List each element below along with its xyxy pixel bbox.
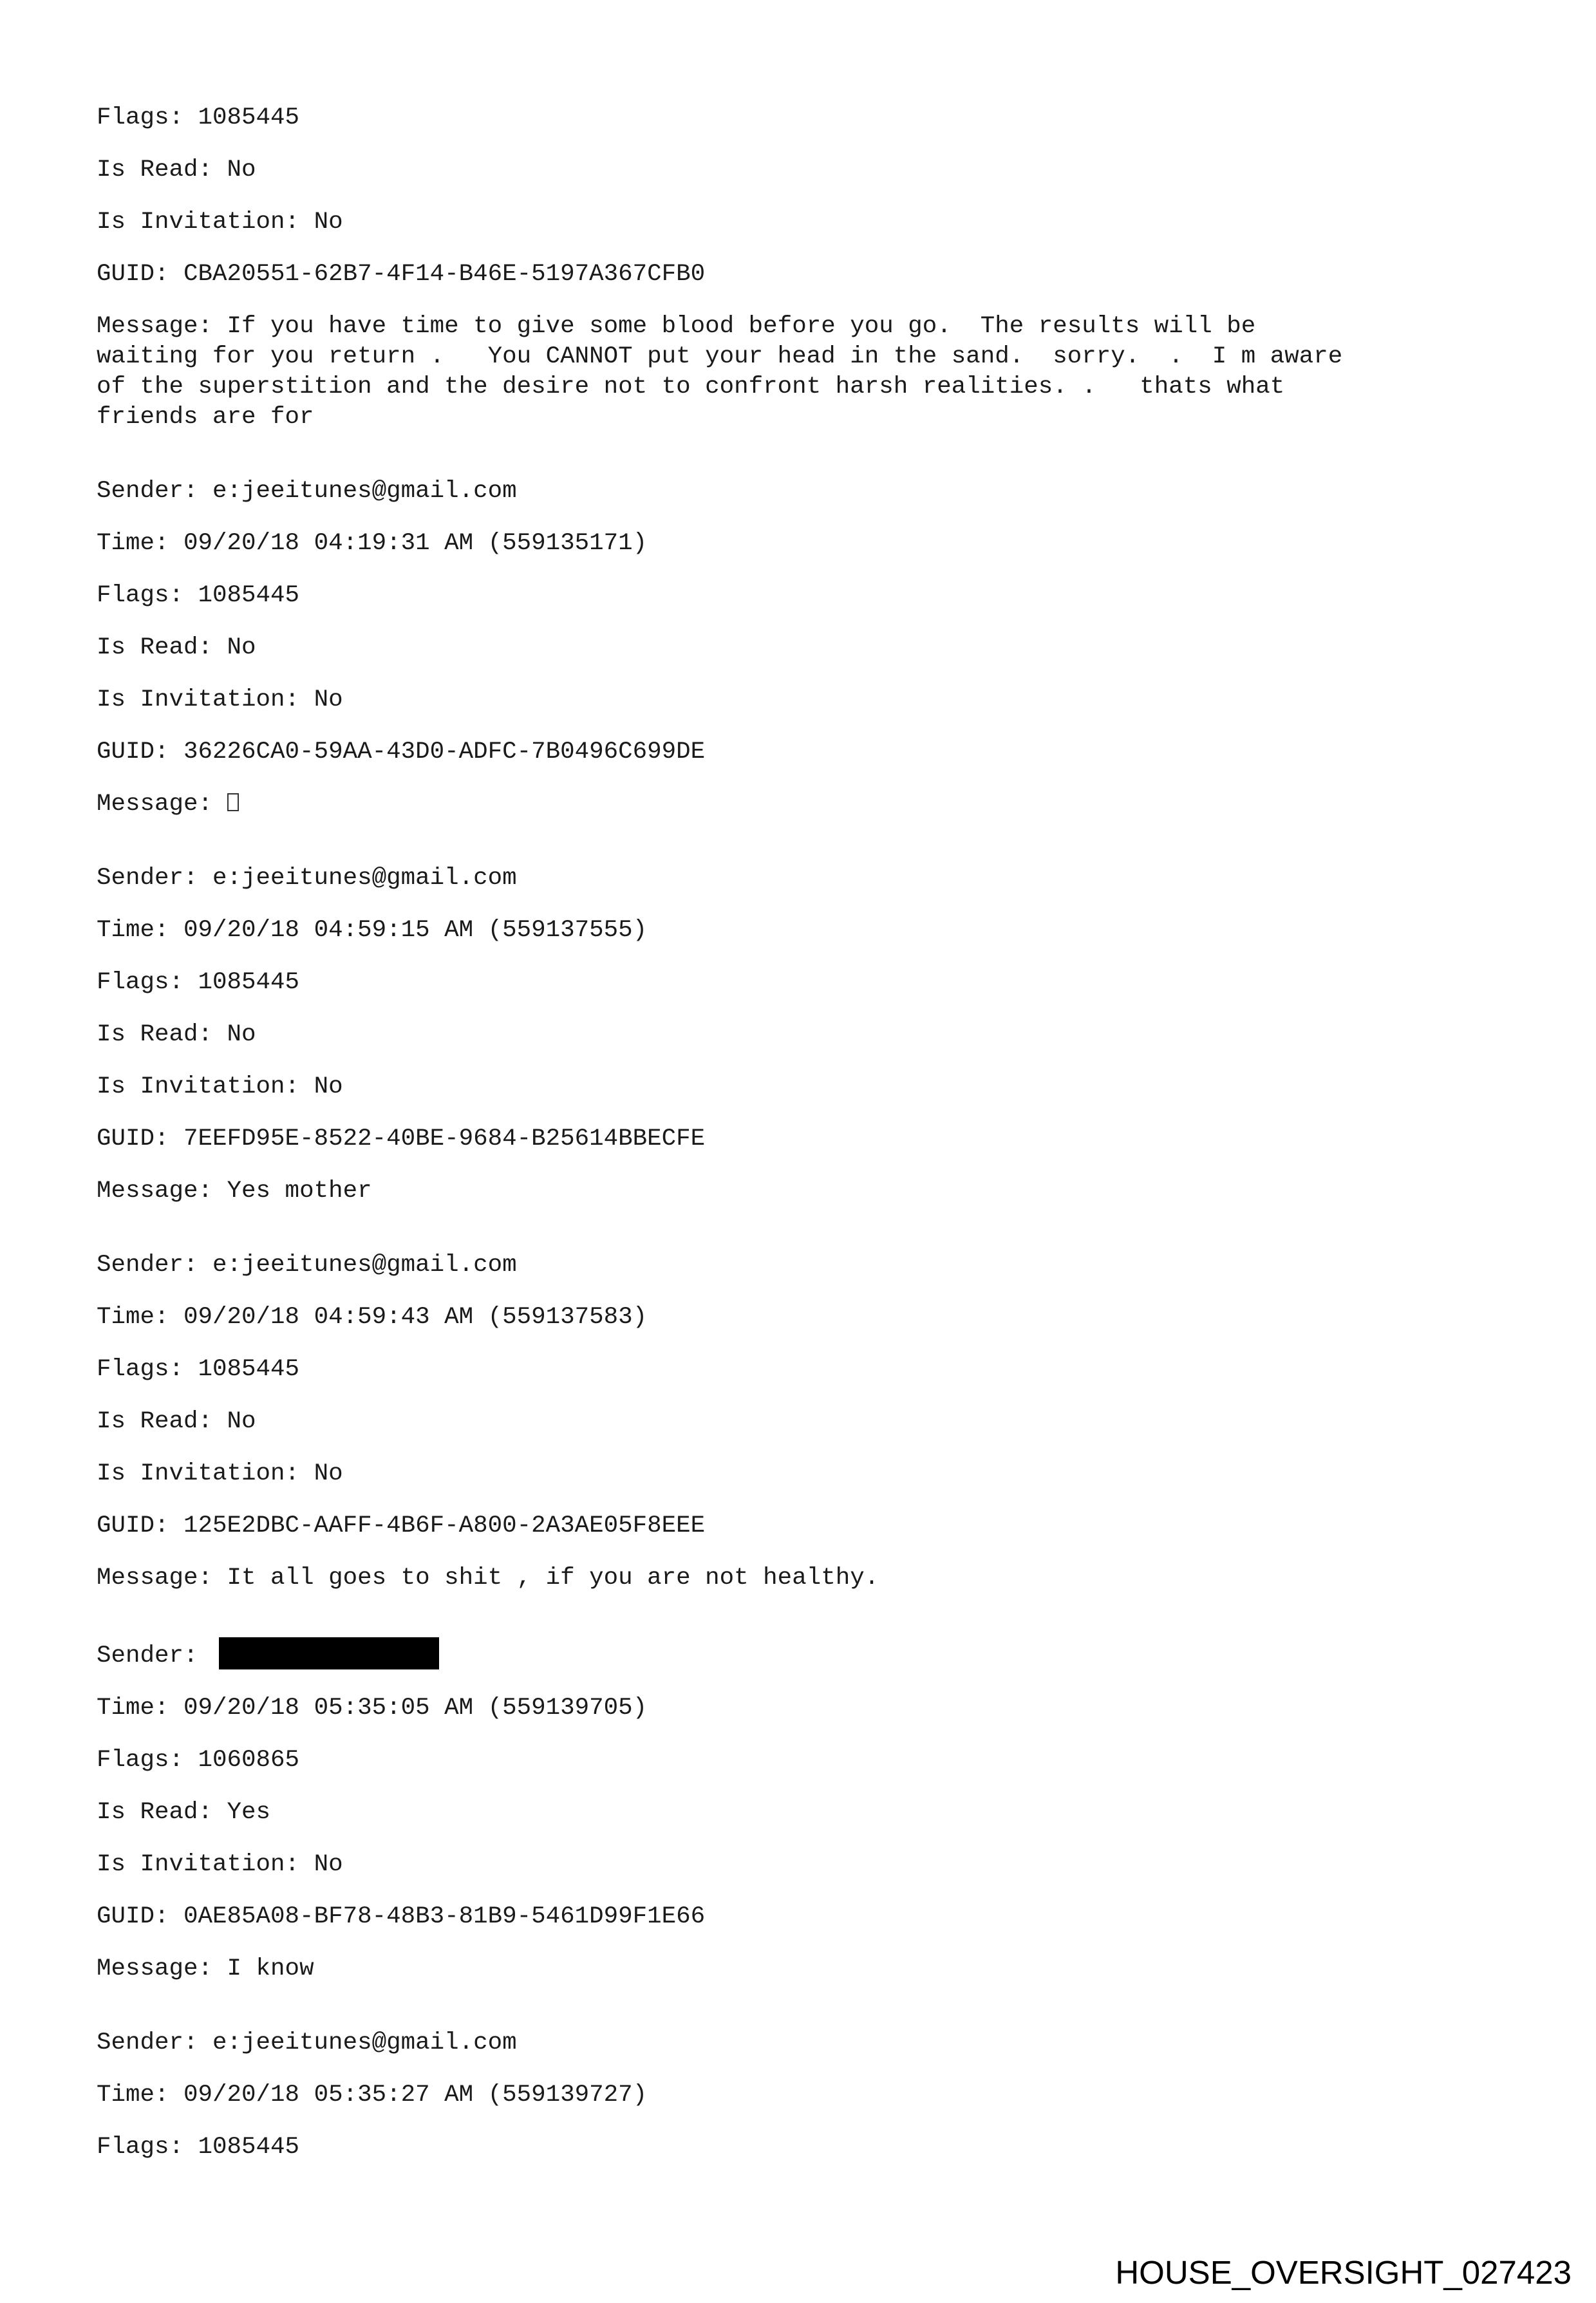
field-flags	[97, 103, 1513, 133]
field-value: 0AE85A08-BF78-48B3-81B9-5461D99F1E66	[183, 1903, 706, 1930]
field-label: Message:	[97, 313, 227, 340]
field-value: CBA20551-62B7-4F14-B46E-5197A367CFB0	[183, 261, 706, 288]
field-value: e:jeeitunes@gmail.com	[212, 478, 517, 505]
message-record	[97, 1250, 1513, 1593]
field-value: 09/20/18 05:35:27 AM (559139727)	[183, 2082, 648, 2109]
field-label: Sender:	[97, 1252, 213, 1279]
field-is-read	[97, 633, 1513, 663]
field-value: No	[314, 686, 343, 713]
field-label: Message:	[97, 791, 227, 818]
field-value: No	[227, 156, 256, 183]
field-label: Is Invitation:	[97, 1851, 314, 1878]
field-sender	[97, 476, 1513, 507]
field-time	[97, 2080, 1513, 2110]
field-label: Is Read:	[97, 156, 227, 183]
field-label: Time:	[97, 1695, 184, 1722]
field-value: e:jeeitunes@gmail.com	[212, 1252, 517, 1279]
field-label: GUID:	[97, 1903, 184, 1930]
field-is-read	[97, 1020, 1513, 1050]
field-label: GUID:	[97, 1512, 184, 1539]
field-label: Sender:	[97, 478, 213, 505]
message-record	[97, 863, 1513, 1207]
field-guid	[97, 1511, 1513, 1541]
field-time	[97, 529, 1513, 559]
field-message	[97, 789, 1500, 820]
field-label: Is Read:	[97, 634, 227, 661]
field-sender	[97, 863, 1513, 894]
field-label: GUID:	[97, 261, 184, 288]
field-sender	[97, 1637, 1513, 1671]
field-value: It all goes to shit , if you are not healthy.	[227, 1565, 879, 1592]
field-flags	[97, 968, 1513, 998]
field-value: 09/20/18 04:59:43 AM (559137583)	[183, 1304, 648, 1331]
redaction-bar	[219, 1637, 439, 1669]
field-value: No	[314, 1073, 343, 1100]
field-value: 1085445	[198, 1356, 300, 1383]
field-flags	[97, 1745, 1513, 1776]
field-label: Is Invitation:	[97, 209, 314, 236]
field-value: If you have time to give some blood before you go. The results will be waiting for you return . You CANNOT put your head in the sand. sorry. . I m aware of the superstition and the desire not to confront harsh realities. . thats what friends are for	[97, 313, 1343, 431]
field-guid	[97, 737, 1513, 767]
field-value: 1085445	[198, 969, 300, 996]
field-flags	[97, 581, 1513, 611]
field-value: 1060865	[198, 1747, 300, 1774]
bates-number: HOUSE_OVERSIGHT_027423	[1115, 2254, 1572, 2291]
field-label: Time:	[97, 1304, 184, 1331]
field-label: Flags:	[97, 1356, 198, 1383]
field-time	[97, 1302, 1513, 1333]
field-is-invitation	[97, 1850, 1513, 1880]
field-value: No	[227, 1408, 256, 1435]
field-label: Is Invitation:	[97, 1460, 314, 1487]
field-value: 36226CA0-59AA-43D0-ADFC-7B0496C699DE	[183, 738, 706, 766]
field-label: Flags:	[97, 582, 198, 609]
field-value: No	[314, 1460, 343, 1487]
field-guid	[97, 1902, 1513, 1932]
message-record	[97, 2028, 1513, 2163]
field-value: No	[314, 1851, 343, 1878]
field-value: 1085445	[198, 2134, 300, 2161]
field-label: GUID:	[97, 738, 184, 766]
field-label: Is Read:	[97, 1799, 227, 1826]
field-label: Message:	[97, 1178, 227, 1205]
field-value: e:jeeitunes@gmail.com	[212, 865, 517, 892]
field-message	[97, 312, 1500, 433]
field-sender	[97, 1250, 1513, 1281]
field-label: Message:	[97, 1955, 227, 1982]
field-value: I know	[227, 1955, 314, 1982]
field-is-invitation	[97, 685, 1513, 715]
field-message	[97, 1954, 1500, 1984]
field-sender	[97, 2028, 1513, 2058]
field-message	[97, 1176, 1500, 1207]
field-label: Time:	[97, 917, 184, 944]
field-flags	[97, 2132, 1513, 2163]
message-log-page	[97, 103, 1513, 2185]
field-value: No	[314, 209, 343, 236]
field-message	[97, 1563, 1500, 1593]
field-label: Flags:	[97, 969, 198, 996]
field-is-read	[97, 155, 1513, 185]
field-value: No	[227, 634, 256, 661]
field-value: No	[227, 1021, 256, 1048]
field-label: Sender:	[97, 2029, 213, 2056]
field-label: Is Read:	[97, 1021, 227, 1048]
field-is-read	[97, 1798, 1513, 1828]
field-label: Sender:	[97, 865, 213, 892]
field-is-invitation	[97, 1072, 1513, 1102]
message-record	[97, 476, 1513, 820]
field-flags	[97, 1355, 1513, 1385]
field-label: Is Invitation:	[97, 1073, 314, 1100]
field-label: Time:	[97, 2082, 184, 2109]
field-label: GUID:	[97, 1125, 184, 1152]
field-label: Flags:	[97, 2134, 198, 2161]
field-value: Yes	[227, 1799, 271, 1826]
field-value: 7EEFD95E-8522-40BE-9684-B25614BBECFE	[183, 1125, 706, 1152]
field-is-invitation	[97, 1459, 1513, 1489]
field-value: 09/20/18 04:59:15 AM (559137555)	[183, 917, 648, 944]
field-label: Flags:	[97, 104, 198, 131]
field-value: 1085445	[198, 104, 300, 131]
field-label: Is Read:	[97, 1408, 227, 1435]
field-value: e:jeeitunes@gmail.com	[212, 2029, 517, 2056]
field-label: Time:	[97, 530, 184, 557]
field-label: Message:	[97, 1565, 227, 1592]
field-label: Flags:	[97, 1747, 198, 1774]
field-is-invitation	[97, 207, 1513, 238]
field-value: 09/20/18 04:19:31 AM (559135171)	[183, 530, 648, 557]
missing-glyph-icon	[227, 793, 239, 811]
field-is-read	[97, 1407, 1513, 1437]
field-time	[97, 1693, 1513, 1724]
field-guid	[97, 259, 1513, 290]
message-record	[97, 1637, 1513, 1984]
field-value: 1085445	[198, 582, 300, 609]
field-label: Is Invitation:	[97, 686, 314, 713]
message-record	[97, 103, 1513, 433]
field-value: Yes mother	[227, 1178, 372, 1205]
field-value: 125E2DBC-AAFF-4B6F-A800-2A3AE05F8EEE	[183, 1512, 706, 1539]
field-guid	[97, 1124, 1513, 1154]
field-value: 09/20/18 05:35:05 AM (559139705)	[183, 1695, 648, 1722]
field-label: Sender:	[97, 1642, 213, 1669]
field-time	[97, 916, 1513, 946]
